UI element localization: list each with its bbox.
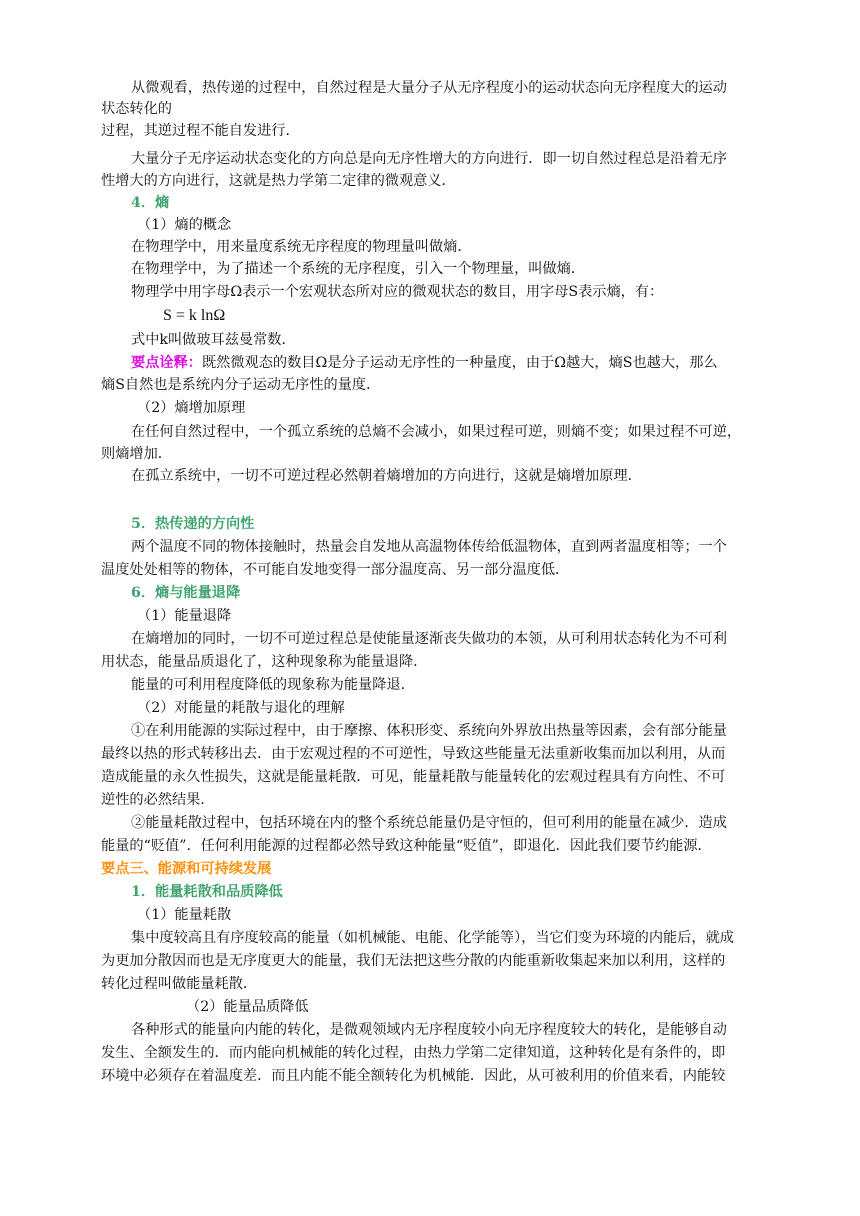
text-line: 两个温度不同的物体接触时，热量会自发地从高温物体传给低温物体，直到两者温度相等；一个	[131, 539, 727, 555]
text-line: ②能量耗散过程中，包括环境在内的整个系统总能量仍是守恒的，但可利用的能量在减少．造成	[131, 815, 727, 831]
note-label: 要点诠释：	[131, 355, 202, 371]
subheading: （1）能量耗散	[137, 907, 232, 923]
key-point-heading: 要点三、能源和可持续发展	[101, 861, 272, 877]
text-line: 从微观看，热传递的过程中，自然过程是大量分子从无序程度小的运动状态向无序程度大的运动	[131, 80, 727, 96]
text-line: 在物理学中，为了描述一个系统的无序程度，引入一个物理量，叫做熵．	[131, 261, 586, 277]
text-line: 在任何自然过程中，一个孤立系统的总熵不会减小，如果过程可逆，则熵不变；如果过程不可逆，	[131, 424, 742, 440]
text-line: 发生、全额发生的．而内能向机械能的转化过程，由热力学第二定律知道，这种转化是有条件的，即	[101, 1045, 726, 1061]
text-line: 能量的可利用程度降低的现象称为能量降退．	[131, 677, 415, 693]
subheading: （2）熵增加原理	[137, 400, 246, 416]
text-line: 转化过程叫做能量耗散．	[101, 976, 258, 992]
text-line: 过程，其逆过程不能自发进行．	[101, 123, 300, 139]
text-line: 用状态，能量品质退化了，这种现象称为能量退降．	[101, 654, 428, 670]
text-line: 性增大的方向进行，这就是热力学第二定律的微观意义．	[101, 173, 456, 189]
text-line: 环境中必须存在着温度差．而且内能不能全额转化为机械能．因此，从可被利用的价值来看，内能较	[101, 1068, 726, 1084]
note-text: 既然微观态的数目Ω是分子运动无序性的一种量度，由于Ω越大，熵S也越大，那么	[201, 355, 718, 371]
text-line: 为更加分散因而也是无序度更大的能量，我们无法把这些分散的内能重新收集起来加以利用，这样的	[101, 953, 726, 969]
text-line: 在物理学中，用来量度系统无序程度的物理量叫做熵．	[131, 239, 472, 255]
text-line: 集中度较高且有序度较高的能量（如机械能、电能、化学能等），当它们变为环境的内能后，就成	[131, 930, 734, 946]
text-line: 能量的“贬值”．任何利用能源的过程都必然导致这种能量“贬值”，即退化．因此我们要节约能源．	[101, 838, 712, 854]
text-line: 温度处处相等的物体，不可能自发地变得一部分温度高、另一部分温度低．	[101, 562, 570, 578]
text-line: 式中k叫做玻耳兹曼常数．	[131, 332, 296, 348]
text-line: 则熵增加．	[101, 446, 172, 462]
text-line: 最终以热的形式转移出去．由于宏观过程的不可逆性，导致这些能量无法重新收集而加以利用，从而	[101, 746, 726, 762]
text-line: 大量分子无序运动状态变化的方向总是向无序性增大的方向进行．即一切自然过程总是沿着无序	[131, 151, 727, 167]
note-line	[131, 353, 831, 373]
subheading: （1）熵的概念	[137, 217, 232, 233]
subheading: （2）能量品质降低	[186, 999, 309, 1015]
section-heading: 5．热传递的方向性	[131, 516, 255, 532]
section-heading: 6．熵与能量退降	[131, 585, 241, 601]
section-heading: 1．能量耗散和品质降低	[131, 884, 283, 900]
subheading: （2）对能量的耗散与退化的理解	[137, 700, 345, 716]
text-line: 状态转化的	[101, 101, 172, 117]
subheading: （1）能量退降	[137, 608, 232, 624]
text-line: 物理学中用字母Ω表示一个宏观状态所对应的微观状态的数目，用字母S表示熵，有：	[131, 284, 664, 300]
text-line: 造成能量的永久性损失，这就是能量耗散．可见，能量耗散与能量转化的宏观过程具有方向性、不可	[101, 769, 726, 785]
entropy-formula: S = k lnΩ	[163, 307, 226, 324]
section-heading: 4．熵	[131, 195, 170, 211]
text-line: 熵S自然也是系统内分子运动无序性的量度．	[101, 377, 381, 393]
text-line: ①在利用能源的实际过程中，由于摩擦、体积形变、系统向外界放出热量等因素，会有部分能量	[131, 723, 727, 739]
text-line: 在熵增加的同时，一切不可逆过程总是使能量逐渐丧失做功的本领，从可利用状态转化为不可利	[131, 631, 727, 647]
text-line: 在孤立系统中，一切不可逆过程必然朝着熵增加的方向进行，这就是熵增加原理．	[131, 468, 642, 484]
text-line: 各种形式的能量向内能的转化，是微观领域内无序程度较小向无序程度较大的转化，是能够自动	[131, 1022, 727, 1038]
text-line: 逆性的必然结果．	[101, 792, 215, 808]
